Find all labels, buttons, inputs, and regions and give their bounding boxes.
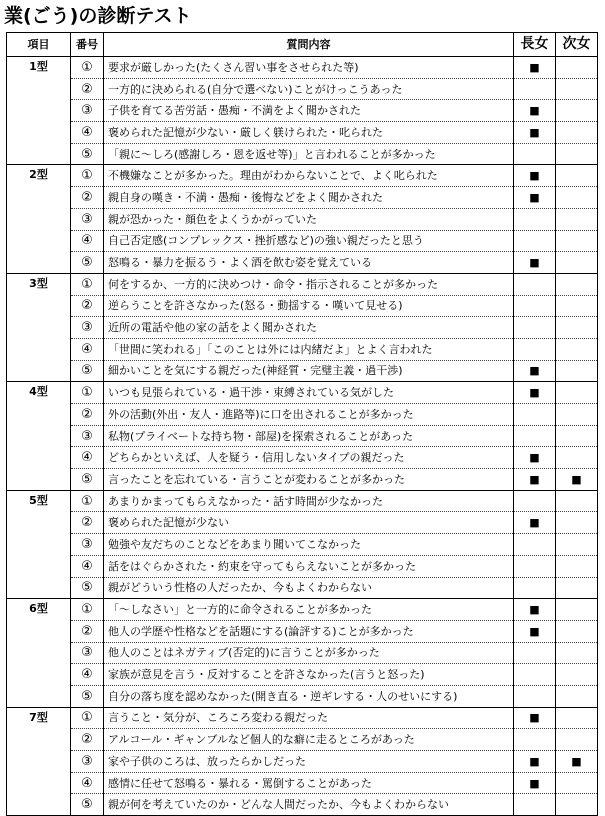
- eldest-mark-cell: [514, 512, 556, 534]
- item-number: ②: [71, 187, 104, 209]
- item-number: ②: [71, 729, 104, 751]
- eldest-mark-cell: [514, 360, 556, 382]
- table-row: [7, 425, 598, 447]
- checked-square-icon: ■: [529, 754, 540, 768]
- second-mark-cell: [556, 534, 598, 556]
- eldest-mark-cell: [514, 425, 556, 447]
- checked-square-icon: ■: [529, 711, 540, 725]
- question-text: 言うこと・気分が、ころころ変わる親だった: [104, 707, 514, 729]
- table-row: [7, 620, 598, 642]
- item-number: ④: [71, 555, 104, 577]
- checked-square-icon: ■: [529, 125, 540, 139]
- item-number: ⑤: [71, 252, 104, 274]
- checked-square-icon: ■: [529, 603, 540, 617]
- item-number: ①: [71, 382, 104, 404]
- eldest-mark-cell: [514, 273, 556, 295]
- second-mark-cell: [556, 57, 598, 79]
- eldest-mark-cell: [514, 100, 556, 122]
- eldest-mark-cell: [514, 295, 556, 317]
- checked-square-icon: ■: [529, 451, 540, 465]
- second-mark-cell: [556, 642, 598, 664]
- second-mark-cell: [556, 317, 598, 339]
- eldest-mark-cell: [514, 534, 556, 556]
- table-row: [7, 295, 598, 317]
- question-text: 要求が厳しかった(たくさん習い事をさせられた等): [104, 57, 514, 79]
- table-row: [7, 317, 598, 339]
- question-text: 家や子供のころは、放ったらかしだった: [104, 751, 514, 773]
- table-row: [7, 490, 598, 512]
- second-mark-cell: [556, 447, 598, 469]
- item-number: ①: [71, 165, 104, 187]
- eldest-mark-cell: [514, 143, 556, 165]
- question-text: 褒められた記憶が少ない・厳しく躾けられた・叱られた: [104, 122, 514, 144]
- second-mark-cell: [556, 577, 598, 599]
- second-mark-cell: [556, 599, 598, 621]
- category-label: 3型: [7, 273, 71, 381]
- category-label: 5型: [7, 490, 71, 598]
- table-row: [7, 599, 598, 621]
- item-number: ③: [71, 425, 104, 447]
- checked-square-icon: ■: [529, 624, 540, 638]
- eldest-mark-cell: [514, 577, 556, 599]
- table-row: [7, 230, 598, 252]
- question-text: 親が何を考えていたのか・どんな人間だったか、今もよくわからない: [104, 794, 514, 816]
- table-row: [7, 57, 598, 79]
- table-row: [7, 512, 598, 534]
- table-row: [7, 165, 598, 187]
- table-row: [7, 664, 598, 686]
- second-mark-cell: [556, 404, 598, 426]
- eldest-mark-cell: [514, 317, 556, 339]
- question-text: 私物(プライベートな持ち物・部屋)を探索されることがあった: [104, 425, 514, 447]
- item-number: ②: [71, 620, 104, 642]
- second-mark-cell: [556, 469, 598, 491]
- question-text: 「親に～しろ(感謝しろ・恩を返せ等)」と言われることが多かった: [104, 143, 514, 165]
- table-row: [7, 534, 598, 556]
- item-number: ③: [71, 100, 104, 122]
- item-number: ④: [71, 122, 104, 144]
- question-text: 言ったことを忘れている・言うことが変わることが多かった: [104, 469, 514, 491]
- table-row: [7, 685, 598, 707]
- category-label: 7型: [7, 707, 71, 815]
- table-row: [7, 100, 598, 122]
- eldest-mark-cell: [514, 122, 556, 144]
- table-row: [7, 404, 598, 426]
- table-row: [7, 751, 598, 773]
- item-number: ④: [71, 230, 104, 252]
- eldest-mark-cell: [514, 794, 556, 816]
- second-mark-cell: [556, 512, 598, 534]
- second-mark-cell: [556, 794, 598, 816]
- question-text: 「世間に笑われる」「このことは外には内緒だよ」とよく言われた: [104, 338, 514, 360]
- table-row: [7, 208, 598, 230]
- table-row: [7, 382, 598, 404]
- checked-square-icon: ■: [571, 754, 582, 768]
- header-eldest: 長女: [514, 33, 556, 57]
- second-mark-cell: [556, 707, 598, 729]
- eldest-mark-cell: [514, 78, 556, 100]
- checked-square-icon: ■: [529, 104, 540, 118]
- table-row: [7, 577, 598, 599]
- header-number: 番号: [71, 33, 104, 57]
- second-mark-cell: [556, 338, 598, 360]
- question-text: いつも見張られている・過干渉・束縛されている気がした: [104, 382, 514, 404]
- checked-square-icon: ■: [529, 516, 540, 530]
- item-number: ①: [71, 57, 104, 79]
- item-number: ⑤: [71, 577, 104, 599]
- table-row: [7, 252, 598, 274]
- page-title: 業(ごう)の診断テスト: [4, 5, 192, 27]
- header-row: [7, 33, 598, 57]
- category-label: 6型: [7, 599, 71, 707]
- eldest-mark-cell: [514, 772, 556, 794]
- second-mark-cell: [556, 122, 598, 144]
- second-mark-cell: [556, 751, 598, 773]
- second-mark-cell: [556, 165, 598, 187]
- item-number: ④: [71, 447, 104, 469]
- table-row: [7, 338, 598, 360]
- checked-square-icon: ■: [529, 60, 540, 74]
- question-text: 不機嫌なことが多かった。理由がわからないことで、よく叱られた: [104, 165, 514, 187]
- question-text: アルコール・ギャンブルなど個人的な癖に走るところがあった: [104, 729, 514, 751]
- table-row: [7, 555, 598, 577]
- checked-square-icon: ■: [529, 256, 540, 270]
- question-text: 近所の電話や他の家の話をよく聞かされた: [104, 317, 514, 339]
- question-text: あまりかまってもらえなかった・話す時間が少なかった: [104, 490, 514, 512]
- second-mark-cell: [556, 555, 598, 577]
- item-number: ④: [71, 772, 104, 794]
- eldest-mark-cell: [514, 707, 556, 729]
- item-number: ③: [71, 317, 104, 339]
- second-mark-cell: [556, 772, 598, 794]
- question-text: 外の活動(外出・友人・進路等)に口を出されることが多かった: [104, 404, 514, 426]
- table-row: [7, 273, 598, 295]
- eldest-mark-cell: [514, 382, 556, 404]
- second-mark-cell: [556, 187, 598, 209]
- eldest-mark-cell: [514, 685, 556, 707]
- eldest-mark-cell: [514, 469, 556, 491]
- second-mark-cell: [556, 100, 598, 122]
- second-mark-cell: [556, 295, 598, 317]
- table-row: [7, 772, 598, 794]
- item-number: ⑤: [71, 469, 104, 491]
- header-second: 次女: [556, 33, 598, 57]
- category-label: 2型: [7, 165, 71, 273]
- table-row: [7, 122, 598, 144]
- question-text: 話をはぐらかされた・約束を守ってもらえないことが多かった: [104, 555, 514, 577]
- eldest-mark-cell: [514, 490, 556, 512]
- second-mark-cell: [556, 230, 598, 252]
- category-label: 4型: [7, 382, 71, 490]
- question-text: 他人のことはネガティブ(否定的)に言うことが多かった: [104, 642, 514, 664]
- item-number: ①: [71, 599, 104, 621]
- table-row: [7, 469, 598, 491]
- question-text: 自分の落ち度を認めなかった(開き直る・逆ギレする・人のせいにする): [104, 685, 514, 707]
- question-text: 親自身の嘆き・不満・愚痴・後悔などをよく聞かされた: [104, 187, 514, 209]
- checked-square-icon: ■: [529, 169, 540, 183]
- table-row: [7, 78, 598, 100]
- question-text: 感情に任せて怒鳴る・暴れる・罵倒することがあった: [104, 772, 514, 794]
- item-number: ②: [71, 295, 104, 317]
- eldest-mark-cell: [514, 642, 556, 664]
- question-text: 逆らうことを許さなかった(怒る・動揺する・嘆いて見せる): [104, 295, 514, 317]
- second-mark-cell: [556, 685, 598, 707]
- table-row: [7, 729, 598, 751]
- checked-square-icon: ■: [529, 364, 540, 378]
- eldest-mark-cell: [514, 729, 556, 751]
- table-body: [7, 57, 598, 816]
- table-row: [7, 447, 598, 469]
- question-text: 自己否定感(コンプレックス・挫折感など)の強い親だったと思う: [104, 230, 514, 252]
- table-row: [7, 143, 598, 165]
- second-mark-cell: [556, 78, 598, 100]
- item-number: ⑤: [71, 360, 104, 382]
- item-number: ④: [71, 664, 104, 686]
- item-number: ①: [71, 273, 104, 295]
- second-mark-cell: [556, 382, 598, 404]
- checked-square-icon: ■: [529, 472, 540, 486]
- question-text: 怒鳴る・暴力を振るう・よく酒を飲む姿を覚えている: [104, 252, 514, 274]
- eldest-mark-cell: [514, 751, 556, 773]
- question-text: 一方的に決められる(自分で選べない)ことがけっこうあった: [104, 78, 514, 100]
- second-mark-cell: [556, 664, 598, 686]
- question-text: 細かいことを気にする親だった(神経質・完璧主義・過干渉): [104, 360, 514, 382]
- question-text: 家族が意見を言う・反対することを許さなかった(言うと怒った): [104, 664, 514, 686]
- item-number: ⑤: [71, 794, 104, 816]
- item-number: ③: [71, 751, 104, 773]
- category-label: 1型: [7, 57, 71, 165]
- eldest-mark-cell: [514, 555, 556, 577]
- item-number: ①: [71, 490, 104, 512]
- item-number: ③: [71, 642, 104, 664]
- header-question: 質問内容: [104, 33, 514, 57]
- question-text: 褒められた記憶が少ない: [104, 512, 514, 534]
- table-row: [7, 360, 598, 382]
- item-number: ⑤: [71, 685, 104, 707]
- table-row: [7, 642, 598, 664]
- item-number: ⑤: [71, 143, 104, 165]
- question-text: 何をするか、一方的に決めつけ・命令・指示されることが多かった: [104, 273, 514, 295]
- eldest-mark-cell: [514, 252, 556, 274]
- question-text: 勉強や友だちのことなどをあまり聞いてこなかった: [104, 534, 514, 556]
- eldest-mark-cell: [514, 404, 556, 426]
- item-number: ②: [71, 512, 104, 534]
- second-mark-cell: [556, 620, 598, 642]
- item-number: ④: [71, 338, 104, 360]
- item-number: ③: [71, 534, 104, 556]
- checked-square-icon: ■: [529, 386, 540, 400]
- question-text: どちらかといえば、人を疑う・信用しないタイプの親だった: [104, 447, 514, 469]
- question-text: 「～しなさい」と一方的に命令されることが多かった: [104, 599, 514, 621]
- header-category: 項目: [7, 33, 71, 57]
- eldest-mark-cell: [514, 338, 556, 360]
- second-mark-cell: [556, 360, 598, 382]
- second-mark-cell: [556, 425, 598, 447]
- eldest-mark-cell: [514, 620, 556, 642]
- table-row: [7, 794, 598, 816]
- checked-square-icon: ■: [529, 190, 540, 204]
- diagnosis-table: [6, 32, 598, 816]
- item-number: ②: [71, 404, 104, 426]
- eldest-mark-cell: [514, 230, 556, 252]
- question-text: 親が恐かった・顔色をよくうかがっていた: [104, 208, 514, 230]
- table-row: [7, 707, 598, 729]
- question-text: 親がどういう性格の人だったか、今もよくわからない: [104, 577, 514, 599]
- second-mark-cell: [556, 273, 598, 295]
- item-number: ①: [71, 707, 104, 729]
- item-number: ②: [71, 78, 104, 100]
- item-number: ③: [71, 208, 104, 230]
- eldest-mark-cell: [514, 57, 556, 79]
- eldest-mark-cell: [514, 664, 556, 686]
- second-mark-cell: [556, 208, 598, 230]
- eldest-mark-cell: [514, 187, 556, 209]
- second-mark-cell: [556, 143, 598, 165]
- checked-square-icon: ■: [571, 472, 582, 486]
- eldest-mark-cell: [514, 447, 556, 469]
- eldest-mark-cell: [514, 208, 556, 230]
- eldest-mark-cell: [514, 165, 556, 187]
- checked-square-icon: ■: [529, 776, 540, 790]
- table-row: [7, 187, 598, 209]
- second-mark-cell: [556, 490, 598, 512]
- second-mark-cell: [556, 252, 598, 274]
- second-mark-cell: [556, 729, 598, 751]
- question-text: 他人の学歴や性格などを話題にする(論評する)ことが多かった: [104, 620, 514, 642]
- question-text: 子供を育てる苦労話・愚痴・不満をよく聞かされた: [104, 100, 514, 122]
- eldest-mark-cell: [514, 599, 556, 621]
